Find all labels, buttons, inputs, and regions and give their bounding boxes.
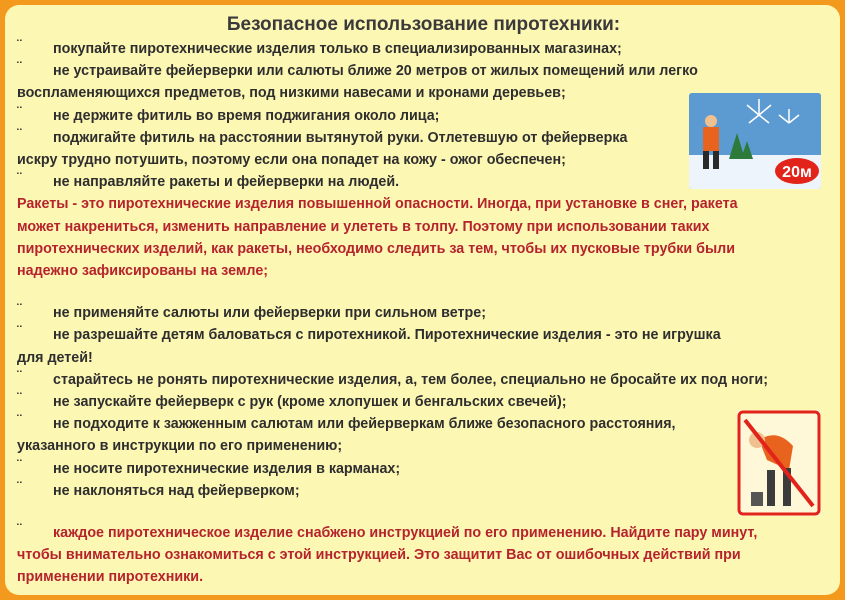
rule-item	[17, 60, 830, 82]
rule-item	[17, 413, 830, 435]
rule-text: указанного в инструкции по его применению;	[17, 438, 343, 455]
rule-text-continuation	[17, 544, 830, 566]
bullet-mark: ¨	[17, 455, 22, 472]
rule-text: покупайте пиротехнические изделия только в специализированных магазинах;	[53, 41, 622, 57]
rule-text: пиротехнических изделий, как ракеты, необходимо следить за тем, чтобы их пусковые трубки были	[17, 240, 736, 257]
rule-text: не направляйте ракеты и фейерверки на людей.	[53, 174, 400, 191]
rule-item	[17, 391, 830, 413]
bullet-mark: ¨	[17, 477, 22, 494]
rule-text: Ракеты - это пиротехнические изделия повышенной опасности. Иногда, при установке в снег, ракета	[17, 196, 738, 213]
rule-text: каждое пиротехническое изделие снабжено инструкцией по его применению. Найдите пару минут,	[53, 525, 758, 542]
rule-item	[17, 477, 830, 502]
rule-text-continuation	[17, 566, 830, 588]
rule-item	[17, 455, 830, 480]
poster	[5, 5, 840, 595]
rule-text-continuation	[17, 238, 830, 260]
rule-text: воспламеняющихся предметов, под низкими навесами и кронами деревьев;	[17, 85, 566, 102]
rule-text: поджигайте фитиль на расстоянии вытянутой руки. Отлетевшую от фейерверка	[53, 129, 628, 146]
rule-text: не устраивайте фейерверки или салюты ближе 20 метров от жилых помещений или легко	[53, 63, 698, 80]
rule-item	[17, 366, 830, 391]
rule-text: для детей!	[17, 349, 93, 366]
rule-text: не применяйте салюты или фейерверки при сильном ветре;	[53, 305, 486, 322]
rule-text: не запускайте фейерверк с рук (кроме хлопушек и бенгальских свечей);	[53, 394, 567, 411]
no-leaning-icon	[737, 410, 821, 516]
bullet-mark: ¨	[17, 102, 22, 119]
bullet-mark: ¨	[17, 389, 22, 406]
bullet-mark: ¨	[17, 124, 22, 141]
page-title: Безопасное использование пиротехники:	[226, 14, 621, 35]
rule-text: не носите пиротехнические изделия в карманах;	[53, 460, 401, 477]
rule-text: применении пиротехники.	[17, 569, 204, 586]
paragraph-gap	[17, 282, 830, 302]
rule-text: надежно зафиксированы на земле;	[17, 263, 269, 280]
fireworks-distance-illustration	[689, 93, 821, 189]
rule-text: искру трудно потушить, поэтому если она попадет на кожу - ожог обеспечен;	[17, 152, 566, 169]
no-leaning-over-fireworks-illustration	[737, 410, 821, 516]
rule-text-continuation	[17, 347, 830, 369]
rule-text: не наклоняться над фейерверком;	[53, 482, 300, 499]
bullet-mark: ¨	[17, 322, 22, 339]
bullet-mark: ¨	[17, 169, 22, 186]
rule-item	[17, 38, 830, 60]
bullet-mark: ¨	[17, 411, 22, 428]
rule-text-continuation	[17, 260, 830, 282]
rule-text: не держите фитиль во время поджигания около лица;	[53, 107, 440, 124]
rule-text-continuation	[17, 216, 830, 238]
rule-text: чтобы внимательно ознакомиться с этой инструкцией. Это защитит Вас от ошибочных действий при	[17, 547, 741, 564]
bullet-mark: ¨	[17, 520, 22, 537]
rule-text: не разрешайте детям баловаться с пиротехникой. Пиротехнические изделия - это не игрушка	[53, 327, 721, 344]
rule-text-continuation	[17, 193, 830, 215]
rule-text-continuation	[17, 435, 830, 457]
rule-text: старайтесь не ронять пиротехнические изделия, а, тем более, специально не бросайте их под ноги;	[53, 371, 768, 388]
bullet-mark: ¨	[17, 36, 22, 52]
paragraph-gap	[17, 502, 830, 522]
bullet-mark: ¨	[17, 58, 22, 75]
distance-label: 20м	[782, 164, 812, 181]
rule-text: не подходите к зажженным салютам или фейерверкам ближе безопасного расстояния,	[53, 416, 676, 433]
rule-item	[17, 302, 830, 324]
rule-item	[17, 324, 830, 346]
bullet-mark: ¨	[17, 366, 22, 383]
bullet-mark: ¨	[17, 300, 22, 317]
rule-text: может накрениться, изменить направление и улететь в толпу. Поэтому при использовании таких	[17, 218, 710, 235]
rule-item	[17, 522, 830, 544]
fireworks-distance-icon	[689, 93, 821, 189]
